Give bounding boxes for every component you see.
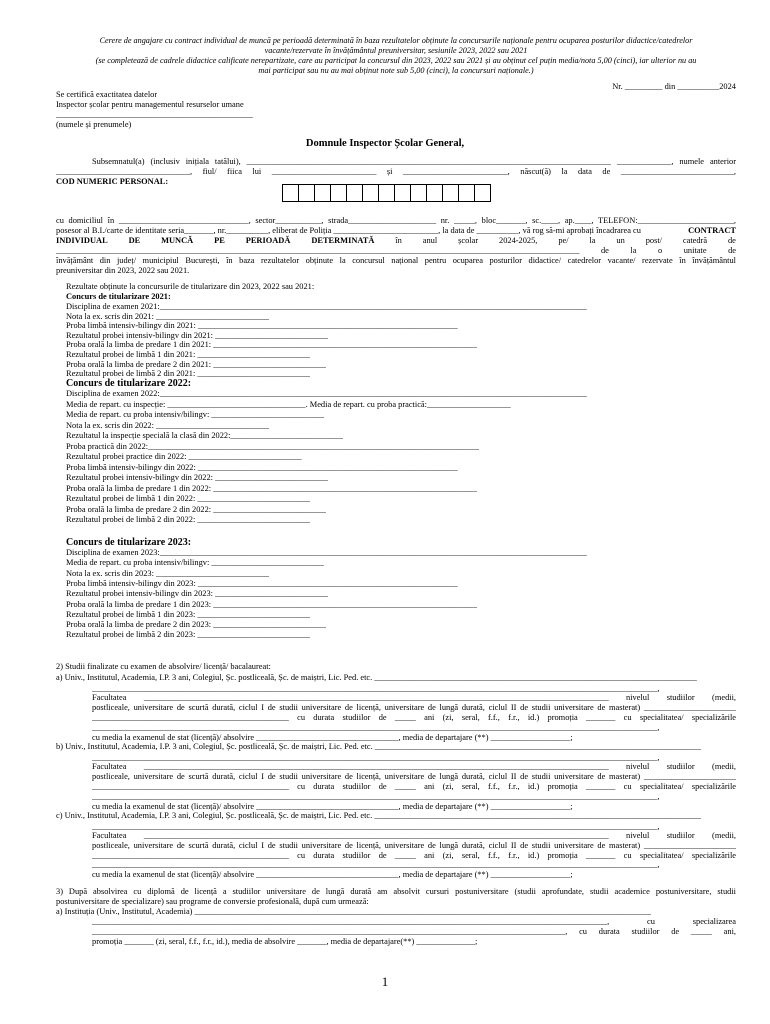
studies-duration-line: _______________________________________________ cu durata studiilor de _____ ani (zi, seral, f.f., f.r., id.) promoția _______ cu specialitatea/ specializările bbox=[92, 713, 736, 722]
studies-level-line: postliceale, universitare de scurtă durată, ciclul I de studii universitare de licență, universitare de lungă durată, ciclul II de studii universitare de masterat) ______________________ bbox=[92, 841, 736, 850]
basis-line: învățământ din județ/ municipiul București, în baza rezultatelor obținute la concursul național pentru ocuparea posturilor didactice/ catedrelor vacante/ rezervate în învățământul bbox=[56, 256, 736, 265]
post-line: _____________________________________________________________________________________________________________________________ de la o unitate de bbox=[56, 246, 736, 255]
postgrad-promotion: promoția _______ (zi, seral, f.f., f.r., id.), media de absolvire _______, media de departajare(**) ______________; bbox=[92, 937, 478, 946]
contract-line-word: catedră bbox=[682, 236, 708, 245]
contract-line-word: PE bbox=[214, 236, 225, 245]
contest-field-row: Nota la ex. scris din 2022: ___________________________ bbox=[66, 420, 270, 430]
contest-field-row: Rezultatul probei intensiv-bilingv din 2021: ___________________________ bbox=[66, 330, 329, 340]
contest-field-row: Disciplina de examen 2021:______________________________________________________________________________________________________ bbox=[66, 302, 587, 311]
certify-line-4: (numele și prenumele) bbox=[56, 120, 132, 129]
cnp-digit-box[interactable] bbox=[330, 184, 347, 202]
basis-line-end: preuniversitar din 2023, 2022 sau 2021. bbox=[56, 266, 190, 275]
contest-field-row: Disciplina de examen 2022:______________________________________________________________________________________________________ bbox=[66, 389, 587, 398]
results-intro: Rezultate obținute la concursurile de titularizare din 2023, 2022 sau 2021: bbox=[66, 282, 315, 291]
studies-blank-line: _______________________________________________________________________________________________________________________________________, bbox=[92, 860, 660, 869]
contract-line-word: pe/ bbox=[558, 236, 569, 245]
postgrad-title-1: 3) După absolvirea cu diplomă de licență a studiilor universitare de lungă durată am absolvit cursuri postuniversitare (studii aprofundate, studii academice postuniversitare, studii bbox=[56, 887, 736, 896]
cnp-label: COD NUMERIC PERSONAL: bbox=[56, 177, 169, 186]
cnp-digit-box[interactable] bbox=[378, 184, 395, 202]
header-line-3: (se completează de cadrele didactice calificate nerepartizate, care au participat la concursul din 2023, 2022 sau 2021 și au obținut cel puțin media/nota 5,00 (cinci), iar ulterior nu au bbox=[95, 56, 697, 65]
cnp-boxes[interactable] bbox=[282, 184, 490, 202]
contest-field-row: Proba orală la limba de predare 2 din 2022: ___________________________ bbox=[66, 504, 327, 514]
certify-line-1: Se certifică exactitatea datelor bbox=[56, 90, 158, 99]
studies-faculty-line: Facultatea _______________________________________________________________________________________________________________ nivelul studiilor (medii, bbox=[92, 831, 736, 840]
header-line-4: mai participat sau nu au mai obținut note sub 5,00 (cinci), la concursuri naționale.) bbox=[258, 66, 534, 75]
cnp-digit-box[interactable] bbox=[410, 184, 427, 202]
contest-field-row: Proba orală la limba de predare 2 din 2023: ___________________________ bbox=[66, 620, 327, 630]
cnp-digit-box[interactable] bbox=[442, 184, 459, 202]
applicant-parents-line: ________________________________, fiul/ fiica lui _________________________ și _________________________, născut(ă) la data de ___________________________, bbox=[56, 167, 736, 176]
contest-field-row: Proba limbă intensiv-bilingv din 2023: ______________________________________________________________ bbox=[66, 578, 458, 588]
contest-field-row: Media de repart. cu proba intensiv/bilingv: ___________________________ bbox=[66, 410, 325, 419]
studies-institution-b: b) Univ., Institutul, Academia, I.P. 3 ani, Colegiul, Șc. postliceală, Șc. de maiștri, Lic. Ped. etc. ______________________________________________________________________________ bbox=[56, 742, 702, 751]
cnp-digit-box[interactable] bbox=[458, 184, 475, 202]
registration-number: Nr. _________ din __________2024 bbox=[612, 82, 736, 91]
studies-duration-line: _______________________________________________ cu durata studiilor de _____ ani (zi, seral, f.f., f.r., id.) promoția _______ cu specialitatea/ specializările bbox=[92, 782, 736, 791]
studies-media-line: cu media la examenul de stat (licență)/ absolvire __________________________________, media de departajare (**) ___________________; bbox=[92, 870, 573, 879]
cnp-digit-box[interactable] bbox=[346, 184, 363, 202]
postgrad-title-2: postuniversitare de specializare) sau programe de conversie profesională, după cum urmează: bbox=[56, 897, 369, 906]
contest-field-row: Proba limbă intensiv-bilingv din 2021: ______________________________________________________________ bbox=[66, 321, 458, 331]
contest-field-row: Rezultatul probei intensiv-bilingv din 2023: ___________________________ bbox=[66, 589, 329, 599]
contest-field-row: Disciplina de examen 2023:______________________________________________________________________________________________________ bbox=[66, 548, 587, 557]
studies-faculty-line: Facultatea _______________________________________________________________________________________________________________ nivelul studiilor (medii, bbox=[92, 762, 736, 771]
postgrad-institution: a) Instituția (Univ., Institutul, Academia) _____________________________________________________________________________________________________________ bbox=[56, 907, 651, 916]
contract-type-line bbox=[56, 236, 736, 247]
contest-2021-title: Concurs de titularizare 2021: bbox=[66, 292, 171, 301]
certify-line-3: _______________________________________________ bbox=[56, 110, 253, 119]
cnp-digit-box[interactable] bbox=[394, 184, 411, 202]
contest-2022-title: Concurs de titularizare 2022: bbox=[66, 378, 192, 389]
studies-title: 2) Studii finalizate cu examen de absolvire/ licență/ bacalaureat: bbox=[56, 662, 271, 671]
postgrad-specialization: ___________________________________________________________________________________________________________________________, cu specializarea bbox=[92, 917, 736, 926]
studies-blank-line: _______________________________________________________________________________________________________________________________________, bbox=[92, 753, 660, 762]
studies-blank-line: _______________________________________________________________________________________________________________________________________, bbox=[92, 684, 660, 693]
studies-duration-line: _______________________________________________ cu durata studiilor de _____ ani (zi, seral, f.f., f.r., id.) promoția _______ cu specialitatea/ specializările bbox=[92, 851, 736, 860]
contest-field-row: Proba practică din 2022:_______________________________________________________________________________ bbox=[66, 441, 479, 451]
cnp-digit-box[interactable] bbox=[426, 184, 443, 202]
studies-blank-line: _______________________________________________________________________________________________________________________________________, bbox=[92, 822, 660, 831]
contract-line-word: DE bbox=[128, 236, 141, 245]
contest-field-row: Rezultatul probei de limbă 2 din 2022: ___________________________ bbox=[66, 515, 311, 524]
contract-word: CONTRACT bbox=[688, 226, 736, 235]
id-card-line bbox=[56, 226, 736, 237]
certify-line-2: Inspector școlar pentru managementul resurselor umane bbox=[56, 100, 244, 109]
contest-field-row: Nota la ex. scris din 2023: ___________________________ bbox=[66, 568, 270, 578]
contest-2023-title: Concurs de titularizare 2023: bbox=[66, 537, 192, 548]
contest-field-row: Rezultatul probei de limbă 2 din 2023: ___________________________ bbox=[66, 630, 311, 640]
contest-field-row: Nota la ex. scris din 2021: ___________________________ bbox=[66, 311, 270, 321]
studies-institution-c: c) Univ., Institutul, Academia, I.P. 3 ani, Colegiul, Șc. postliceală, Șc. de maiștri, Lic. Ped. etc. ______________________________________________________________________________ bbox=[56, 811, 701, 820]
cnp-digit-box[interactable] bbox=[298, 184, 315, 202]
contract-line-word: 2024-2025, bbox=[499, 236, 538, 245]
studies-faculty-line: Facultatea _______________________________________________________________________________________________________________ nivelul studiilor (medii, bbox=[92, 693, 736, 702]
contest-field-row: Proba orală la limba de predare 1 din 2021: _______________________________________________________________ bbox=[66, 340, 478, 350]
header-line-2: vacante/rezervate în învățământul preuniversitar, sesiunile 2023, 2022 sau 2021 bbox=[264, 46, 528, 55]
contest-field-row: Media de repart. cu inspecție: _________________________________. Media de repart. cu proba practică:____________________ bbox=[66, 399, 511, 409]
contest-field-row: Rezultatul probei de limbă 1 din 2023: ___________________________ bbox=[66, 609, 311, 619]
contest-field-row: Rezultatul probei de limbă 1 din 2022: ___________________________ bbox=[66, 494, 311, 503]
cnp-digit-box[interactable] bbox=[314, 184, 331, 202]
contest-field-row: Rezultatul probei intensiv-bilingv din 2022: ___________________________ bbox=[66, 473, 329, 482]
studies-level-line: postliceale, universitare de scurtă durată, ciclul I de studii universitare de licență, universitare de lungă durată, ciclul II de studii universitare de masterat) ______________________ bbox=[92, 703, 736, 712]
contract-line-word: MUNCĂ bbox=[161, 236, 194, 245]
contract-line-word: post/ bbox=[645, 236, 662, 245]
contract-line-word: în bbox=[395, 236, 402, 245]
contract-line-word: un bbox=[616, 236, 625, 245]
studies-blank-line: _______________________________________________________________________________________________________________________________________, bbox=[92, 723, 660, 732]
contest-field-row: Rezultatul la inspecție specială la clasă din 2022:___________________________ bbox=[66, 431, 344, 440]
studies-media-line: cu media la examenul de stat (licență)/ absolvire __________________________________, media de departajare (**) ___________________; bbox=[92, 733, 573, 742]
contest-field-row: Rezultatul probei practice din 2022: ___________________________ bbox=[66, 452, 302, 461]
studies-level-line: postliceale, universitare de scurtă durată, ciclul I de studii universitare de licență, universitare de lungă durată, ciclul II de studii universitare de masterat) ______________________ bbox=[92, 772, 736, 781]
studies-media-line: cu media la examenul de stat (licență)/ absolvire __________________________________, media de departajare (**) ___________________; bbox=[92, 802, 573, 811]
contract-line-word: INDIVIDUAL bbox=[56, 236, 108, 245]
contest-field-row: Media de repart. cu proba intensiv/bilingv: ___________________________ bbox=[66, 558, 325, 568]
page-number: 1 bbox=[381, 974, 389, 989]
contest-field-row: Rezultatul probei de limbă 1 din 2021: ___________________________ bbox=[66, 350, 311, 359]
cnp-digit-box[interactable] bbox=[474, 184, 491, 202]
contract-line-word: școlar bbox=[458, 236, 479, 245]
contract-line-word: DETERMINATĂ bbox=[311, 236, 375, 245]
document-title: Domnule Inspector Școlar General, bbox=[305, 138, 465, 149]
header-line-1: Cerere de angajare cu contract individual de muncă pe perioadă determinată în baza rezultatelor obținute la concursurile naționale pentru ocuparea posturilor didactice/catedrelor bbox=[99, 36, 693, 45]
cnp-digit-box[interactable] bbox=[362, 184, 379, 202]
studies-blank-line: _______________________________________________________________________________________________________________________________________, bbox=[92, 792, 660, 801]
contract-line-word: PERIOADĂ bbox=[245, 236, 291, 245]
id-card-text: posesor al B.I./carte de identitate seria_______, nr.__________, eliberat de Poliția _________________________, la data de __________, vă rog să-mi aprobați încadrarea cu bbox=[56, 226, 641, 235]
contest-field-row: Proba orală la limba de predare 2 din 2021: ___________________________ bbox=[66, 359, 327, 369]
contest-field-row: Rezultatul probei de limbă 2 din 2021: ___________________________ bbox=[66, 369, 311, 379]
contest-field-row: Proba orală la limba de predare 1 din 2023: _______________________________________________________________ bbox=[66, 599, 478, 609]
contract-line-word: de bbox=[727, 236, 736, 245]
cnp-digit-box[interactable] bbox=[282, 184, 299, 202]
address-line: cu domiciliul în _______________________________, sector___________, strada_____________________ nr. _____, bloc_______, sc.____, ap.____, TELEFON:_______________________, bbox=[56, 216, 736, 225]
postgrad-duration: _________________________________________________________________________________________________________________, cu durata studiilor de _____ ani, bbox=[92, 927, 736, 936]
contest-field-row: Proba orală la limba de predare 1 din 2022: _______________________________________________________________ bbox=[66, 483, 478, 493]
applicant-name-line: Subsemnatul(a) (inclusiv inițiala tatălui), _______________________________________________________________________________________ _____________, numele anterior bbox=[92, 157, 736, 166]
studies-institution-a: a) Univ., Institutul, Academia, I.P. 3 ani, Colegiul, Șc. postliceală, Șc. de maiștri, Lic. Ped. etc. _____________________________________________________________________________ bbox=[56, 673, 697, 682]
contract-line-word: anul bbox=[422, 236, 438, 245]
contract-line-word: la bbox=[589, 236, 596, 245]
contest-field-row: Proba limbă intensiv-bilingv din 2022: ______________________________________________________________ bbox=[66, 462, 458, 472]
